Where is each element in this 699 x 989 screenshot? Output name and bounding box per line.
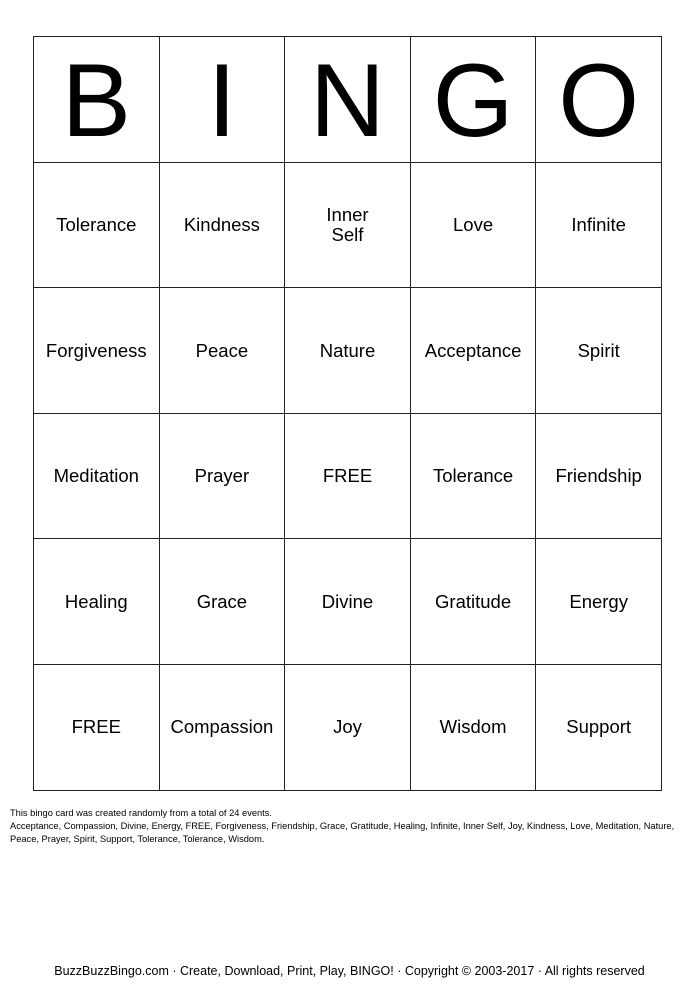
bingo-square: Prayer bbox=[159, 413, 285, 539]
bingo-square: Energy bbox=[536, 539, 662, 665]
bingo-square: Divine bbox=[285, 539, 411, 665]
notes-word-list: Acceptance, Compassion, Divine, Energy, FREE, Forgiveness, Friendship, Grace, Gratitude, Healing, Infinite, Inner Self, Joy, Kindness, Love, Meditation, Nature, Peace, Prayer, Spirit, Support, Tolerance, Tolerance, Wisdom. bbox=[10, 820, 675, 844]
header-letter-b: B bbox=[34, 37, 160, 163]
bingo-square: Infinite bbox=[536, 162, 662, 288]
card-row-4 bbox=[34, 539, 662, 665]
free-square: FREE bbox=[285, 413, 411, 539]
bingo-square: Meditation bbox=[34, 413, 160, 539]
card-notes bbox=[10, 807, 694, 845]
header-letter-o: O bbox=[536, 37, 662, 163]
bingo-square: Spirit bbox=[536, 288, 662, 414]
card-row-3 bbox=[34, 413, 662, 539]
bingo-square: Compassion bbox=[159, 664, 285, 790]
bingo-square: Love bbox=[410, 162, 536, 288]
bingo-square: Wisdom bbox=[410, 664, 536, 790]
bingo-card bbox=[33, 36, 662, 791]
bingo-square: Nature bbox=[285, 288, 411, 414]
bingo-square: Acceptance bbox=[410, 288, 536, 414]
card-row-2 bbox=[34, 288, 662, 414]
bingo-square: Kindness bbox=[159, 162, 285, 288]
bingo-square: Peace bbox=[159, 288, 285, 414]
bingo-square: Gratitude bbox=[410, 539, 536, 665]
header-letter-n: N bbox=[285, 37, 411, 163]
bingo-square: Joy bbox=[285, 664, 411, 790]
bingo-square: Tolerance bbox=[410, 413, 536, 539]
bingo-square: Grace bbox=[159, 539, 285, 665]
card-row-1 bbox=[34, 162, 662, 288]
bingo-square: Support bbox=[536, 664, 662, 790]
bingo-square: Friendship bbox=[536, 413, 662, 539]
bingo-square: Forgiveness bbox=[34, 288, 160, 414]
header-letter-i: I bbox=[159, 37, 285, 163]
notes-summary: This bingo card was created randomly from a total of 24 events. bbox=[10, 808, 272, 818]
bingo-square: Inner Self bbox=[285, 162, 411, 288]
site-footer: BuzzBuzzBingo.com · Create, Download, Print, Play, BINGO! · Copyright © 2003-2017 · All rights reserved bbox=[54, 964, 645, 978]
header-row bbox=[34, 37, 662, 163]
bingo-square: Healing bbox=[34, 539, 160, 665]
free-square: FREE bbox=[34, 664, 160, 790]
bingo-square: Tolerance bbox=[34, 162, 160, 288]
card-row-5 bbox=[34, 664, 662, 790]
header-letter-g: G bbox=[410, 37, 536, 163]
